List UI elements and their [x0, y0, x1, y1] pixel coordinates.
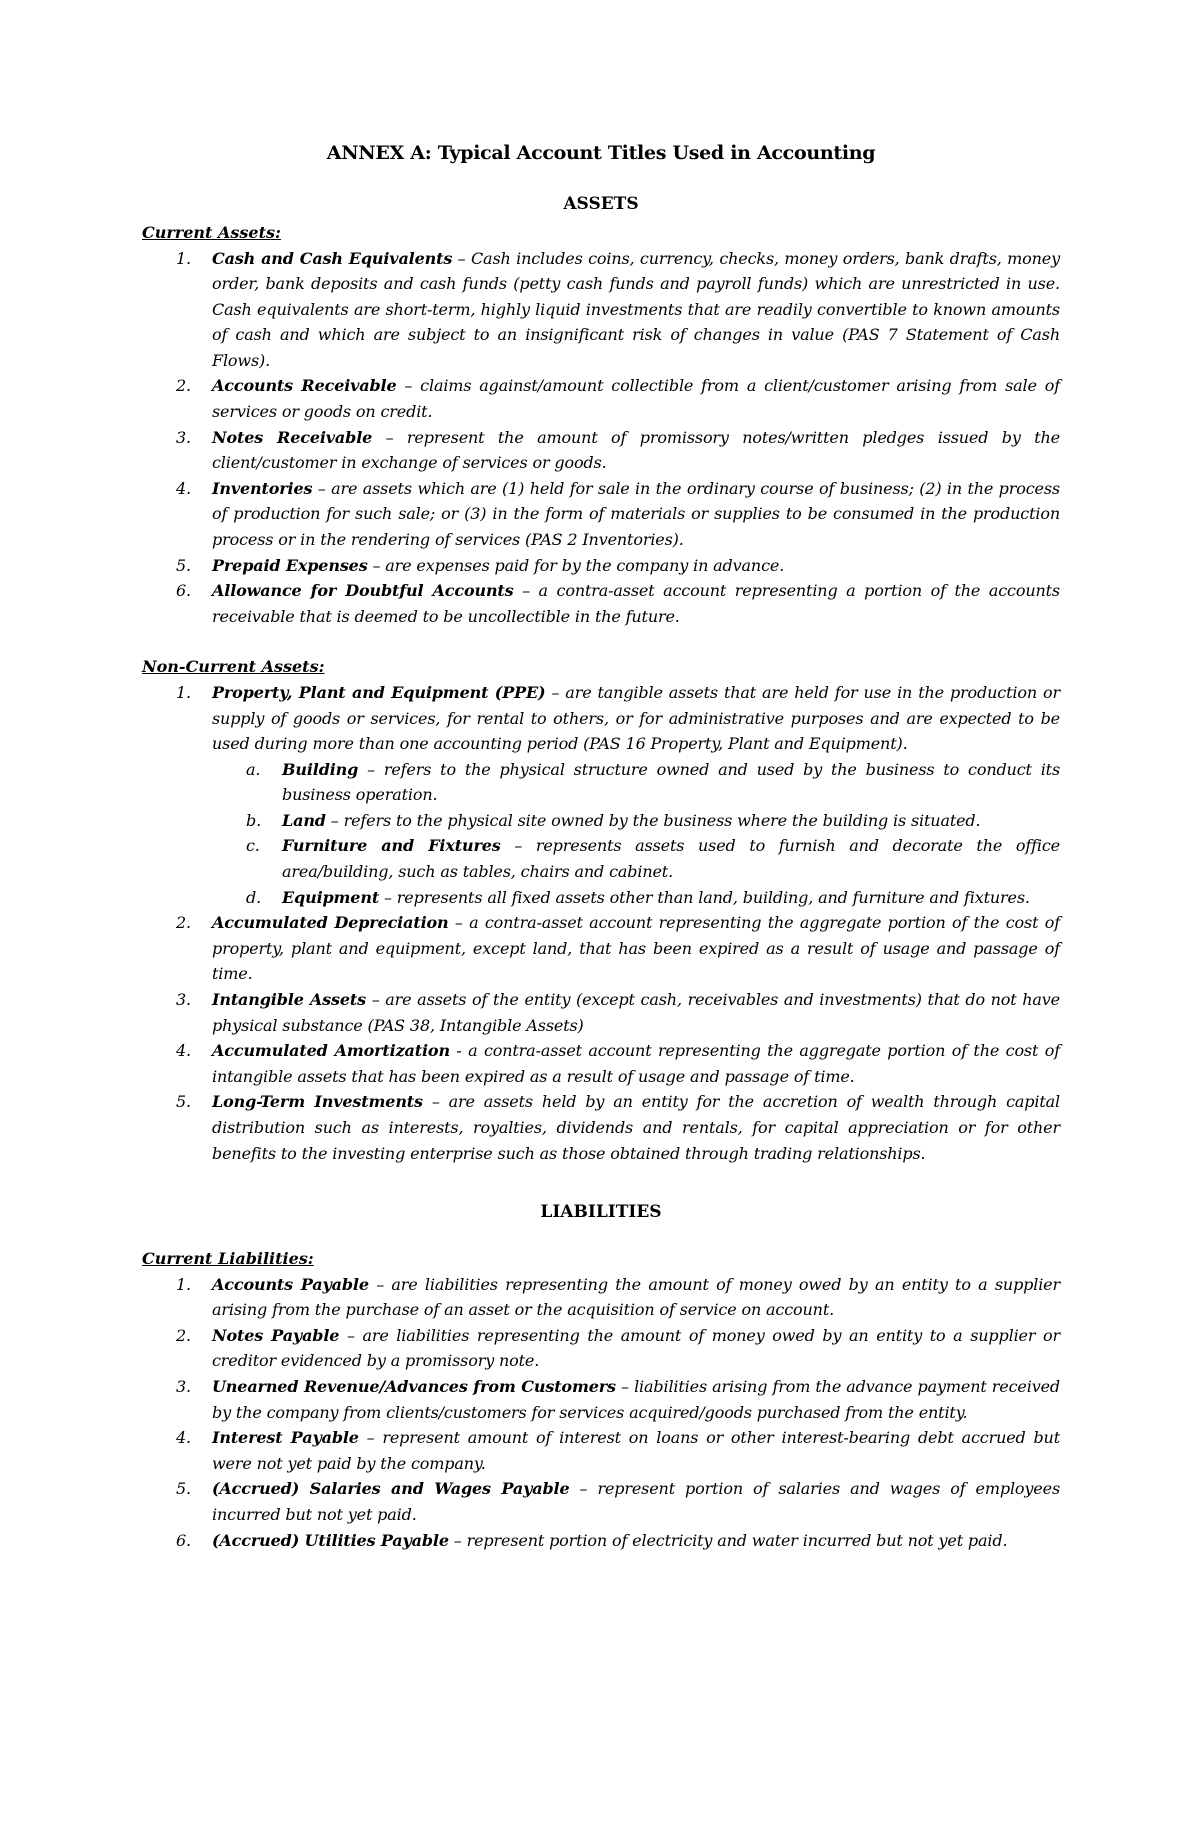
document-title: ANNEX A: Typical Account Titles Used in Accounting — [326, 142, 876, 164]
account-term: Notes Payable — [212, 1325, 340, 1345]
account-description: – refers to the physical structure owned and used by the business to conduct its business operation. — [282, 759, 1060, 805]
account-description: – are tangible assets that are held for use in the production or supply of goods or services, for rental to others, or for administrative purposes and are expected to be used during more than one accounting period (PAS 16 Property, Plant and Equipment). — [212, 682, 1060, 754]
item-number: 6. — [176, 1530, 191, 1550]
list-item — [142, 910, 1060, 987]
document-page — [142, 140, 1060, 1553]
item-number: 3. — [176, 990, 191, 1010]
account-term: Accounts Receivable — [212, 376, 397, 396]
account-description: – are assets held by an entity for the accretion of wealth through capital distribution such as interests, royalties, dividends and rentals, for capital appreciation or for other benefits to the investing enterprise such as those obtained through trading relationships. — [212, 1092, 1060, 1163]
sub-list-item — [212, 808, 1060, 834]
list-item — [142, 1528, 1060, 1554]
account-term: Accounts Payable — [212, 1274, 369, 1294]
liabilities-heading: LIABILITIES — [540, 1202, 662, 1223]
noncurrent-assets-label: Non-Current Assets: — [142, 657, 325, 677]
account-term: Cash and Cash Equivalents — [212, 248, 453, 268]
account-description: – are assets which are (1) held for sale in the ordinary course of business; (2) in the process of production for such sale; or (3) in the form of materials or supplies to be consumed in the production process or in the rendering of services (PAS 2 Inventories). — [212, 478, 1060, 550]
list-item — [142, 578, 1060, 629]
account-description: – represents all fixed assets other than land, building, and furniture and fixtures. — [379, 887, 1030, 907]
account-term: Land — [282, 810, 326, 830]
spacer — [142, 1166, 1060, 1200]
list-item — [142, 680, 1060, 910]
account-description: – represents assets used to furnish and decorate the office area/building, such as tables, chairs and cabinet. — [282, 836, 1060, 882]
account-term: Inventories — [212, 478, 313, 498]
account-term: Long-Term Investments — [212, 1092, 423, 1112]
account-description: – are assets of the entity (except cash, receivables and investments) that do not have physical substance (PAS 38, Intangible Assets) — [212, 990, 1060, 1035]
account-description: – liabilities arising from the advance payment received by the company from clients/customers for services acquired/goods purchased from the entity. — [212, 1377, 1060, 1422]
account-term: Unearned Revenue/Advances from Customers — [212, 1377, 616, 1397]
ppe-sublist — [212, 757, 1060, 911]
account-term: (Accrued) Utilities Payable — [212, 1530, 449, 1550]
list-item — [142, 1374, 1060, 1425]
account-term: Notes Receivable — [212, 427, 373, 447]
spacer — [142, 1228, 1060, 1246]
account-description: – represent amount of interest on loans or other interest-bearing debt accrued but were not yet paid by the company. — [212, 1428, 1060, 1473]
item-number: 5. — [176, 1479, 191, 1499]
item-number: 2. — [176, 913, 191, 933]
list-item — [142, 1323, 1060, 1374]
account-term: Accumulated Amortization — [212, 1041, 450, 1061]
account-description: – are expenses paid for by the company in advance. — [367, 555, 785, 575]
item-number: 1. — [176, 1274, 191, 1294]
account-description: – represent portion of salaries and wages of employees incurred but not yet paid. — [212, 1479, 1061, 1525]
list-item — [142, 1476, 1060, 1527]
account-description: – are liabilities representing the amount of money owed by an entity to a supplier arising from the purchase of an asset or the acquisition of service on account. — [212, 1274, 1060, 1320]
sub-list-item — [212, 757, 1060, 808]
account-description: – are liabilities representing the amount of money owed by an entity to a supplier or creditor evidenced by a promissory note. — [212, 1325, 1060, 1371]
current-liabilities-list — [142, 1272, 1060, 1554]
item-number: 4. — [176, 1041, 191, 1061]
account-term: Accumulated Depreciation — [212, 913, 449, 933]
item-number: 4. — [176, 478, 191, 498]
item-number: 1. — [176, 248, 191, 268]
item-number: 6. — [176, 581, 191, 601]
list-item — [142, 1425, 1060, 1476]
list-item — [142, 373, 1060, 424]
account-term: Property, Plant and Equipment (PPE) — [212, 682, 546, 702]
sub-list-item — [212, 885, 1060, 911]
account-description: – a contra-asset account representing the aggregate portion of the cost of property, plant and equipment, except land, that has been expired as a result of usage and passage of time. — [212, 913, 1060, 984]
item-number: 2. — [176, 376, 191, 396]
item-number: 5. — [176, 1092, 191, 1112]
account-description: – claims against/amount collectible from a client/customer arising from sale of services or goods on credit. — [212, 376, 1060, 422]
item-number: 3. — [176, 427, 191, 447]
account-description: – refers to the physical site owned by the business where the building is situated. — [325, 810, 981, 830]
account-description: – represent portion of electricity and water incurred but not yet paid. — [448, 1530, 1008, 1550]
list-item — [142, 476, 1060, 553]
list-item — [142, 987, 1060, 1038]
account-term: Prepaid Expenses — [212, 555, 368, 575]
spacer — [142, 629, 1060, 654]
item-letter: c. — [246, 836, 260, 856]
item-number: 2. — [176, 1325, 191, 1345]
account-term: Furniture and Fixtures — [282, 836, 501, 856]
item-letter: b. — [246, 810, 262, 830]
list-item — [142, 1089, 1060, 1166]
item-letter: d. — [246, 887, 262, 907]
item-number: 4. — [176, 1428, 191, 1448]
current-assets-list — [142, 246, 1060, 630]
account-description: – a contra-asset account representing a portion of the accounts receivable that is deemed to be uncollectible in the future. — [212, 581, 1060, 626]
account-term: (Accrued) Salaries and Wages Payable — [212, 1479, 570, 1499]
list-item — [142, 1272, 1060, 1323]
account-description: – represent the amount of promissory notes/written pledges issued by the client/customer in exchange of services or goods. — [212, 427, 1060, 473]
account-term: Allowance for Doubtful Accounts — [212, 581, 514, 601]
account-term: Intangible Assets — [212, 990, 367, 1010]
list-item — [142, 425, 1060, 476]
item-number: 3. — [176, 1377, 191, 1397]
account-term: Building — [282, 759, 359, 779]
current-liabilities-label: Current Liabilities: — [142, 1249, 314, 1269]
account-description: - a contra-asset account representing the aggregate portion of the cost of intangible assets that has been expired as a result of usage and passage of time. — [212, 1041, 1060, 1086]
list-item — [142, 246, 1060, 374]
list-item — [142, 1038, 1060, 1089]
noncurrent-assets-list — [142, 680, 1060, 1166]
item-letter: a. — [246, 759, 261, 779]
account-term: Interest Payable — [212, 1428, 359, 1448]
sub-list-item — [212, 833, 1060, 884]
current-assets-label: Current Assets: — [142, 223, 281, 242]
account-description: – Cash includes coins, currency, checks, money orders, bank drafts, money order, bank deposits and cash funds (petty cash funds and payroll funds) which are unrestricted in use. Cash equivalents are short-term, highly liquid investments that are readily convertible to known amounts of cash and which are subject to an insignificant risk of changes in value (PAS 7 Statement of Cash Flows). — [212, 248, 1061, 370]
item-number: 1. — [176, 682, 191, 702]
account-term: Equipment — [282, 887, 380, 907]
item-number: 5. — [176, 555, 191, 575]
list-item — [142, 553, 1060, 579]
assets-heading: ASSETS — [563, 194, 639, 214]
